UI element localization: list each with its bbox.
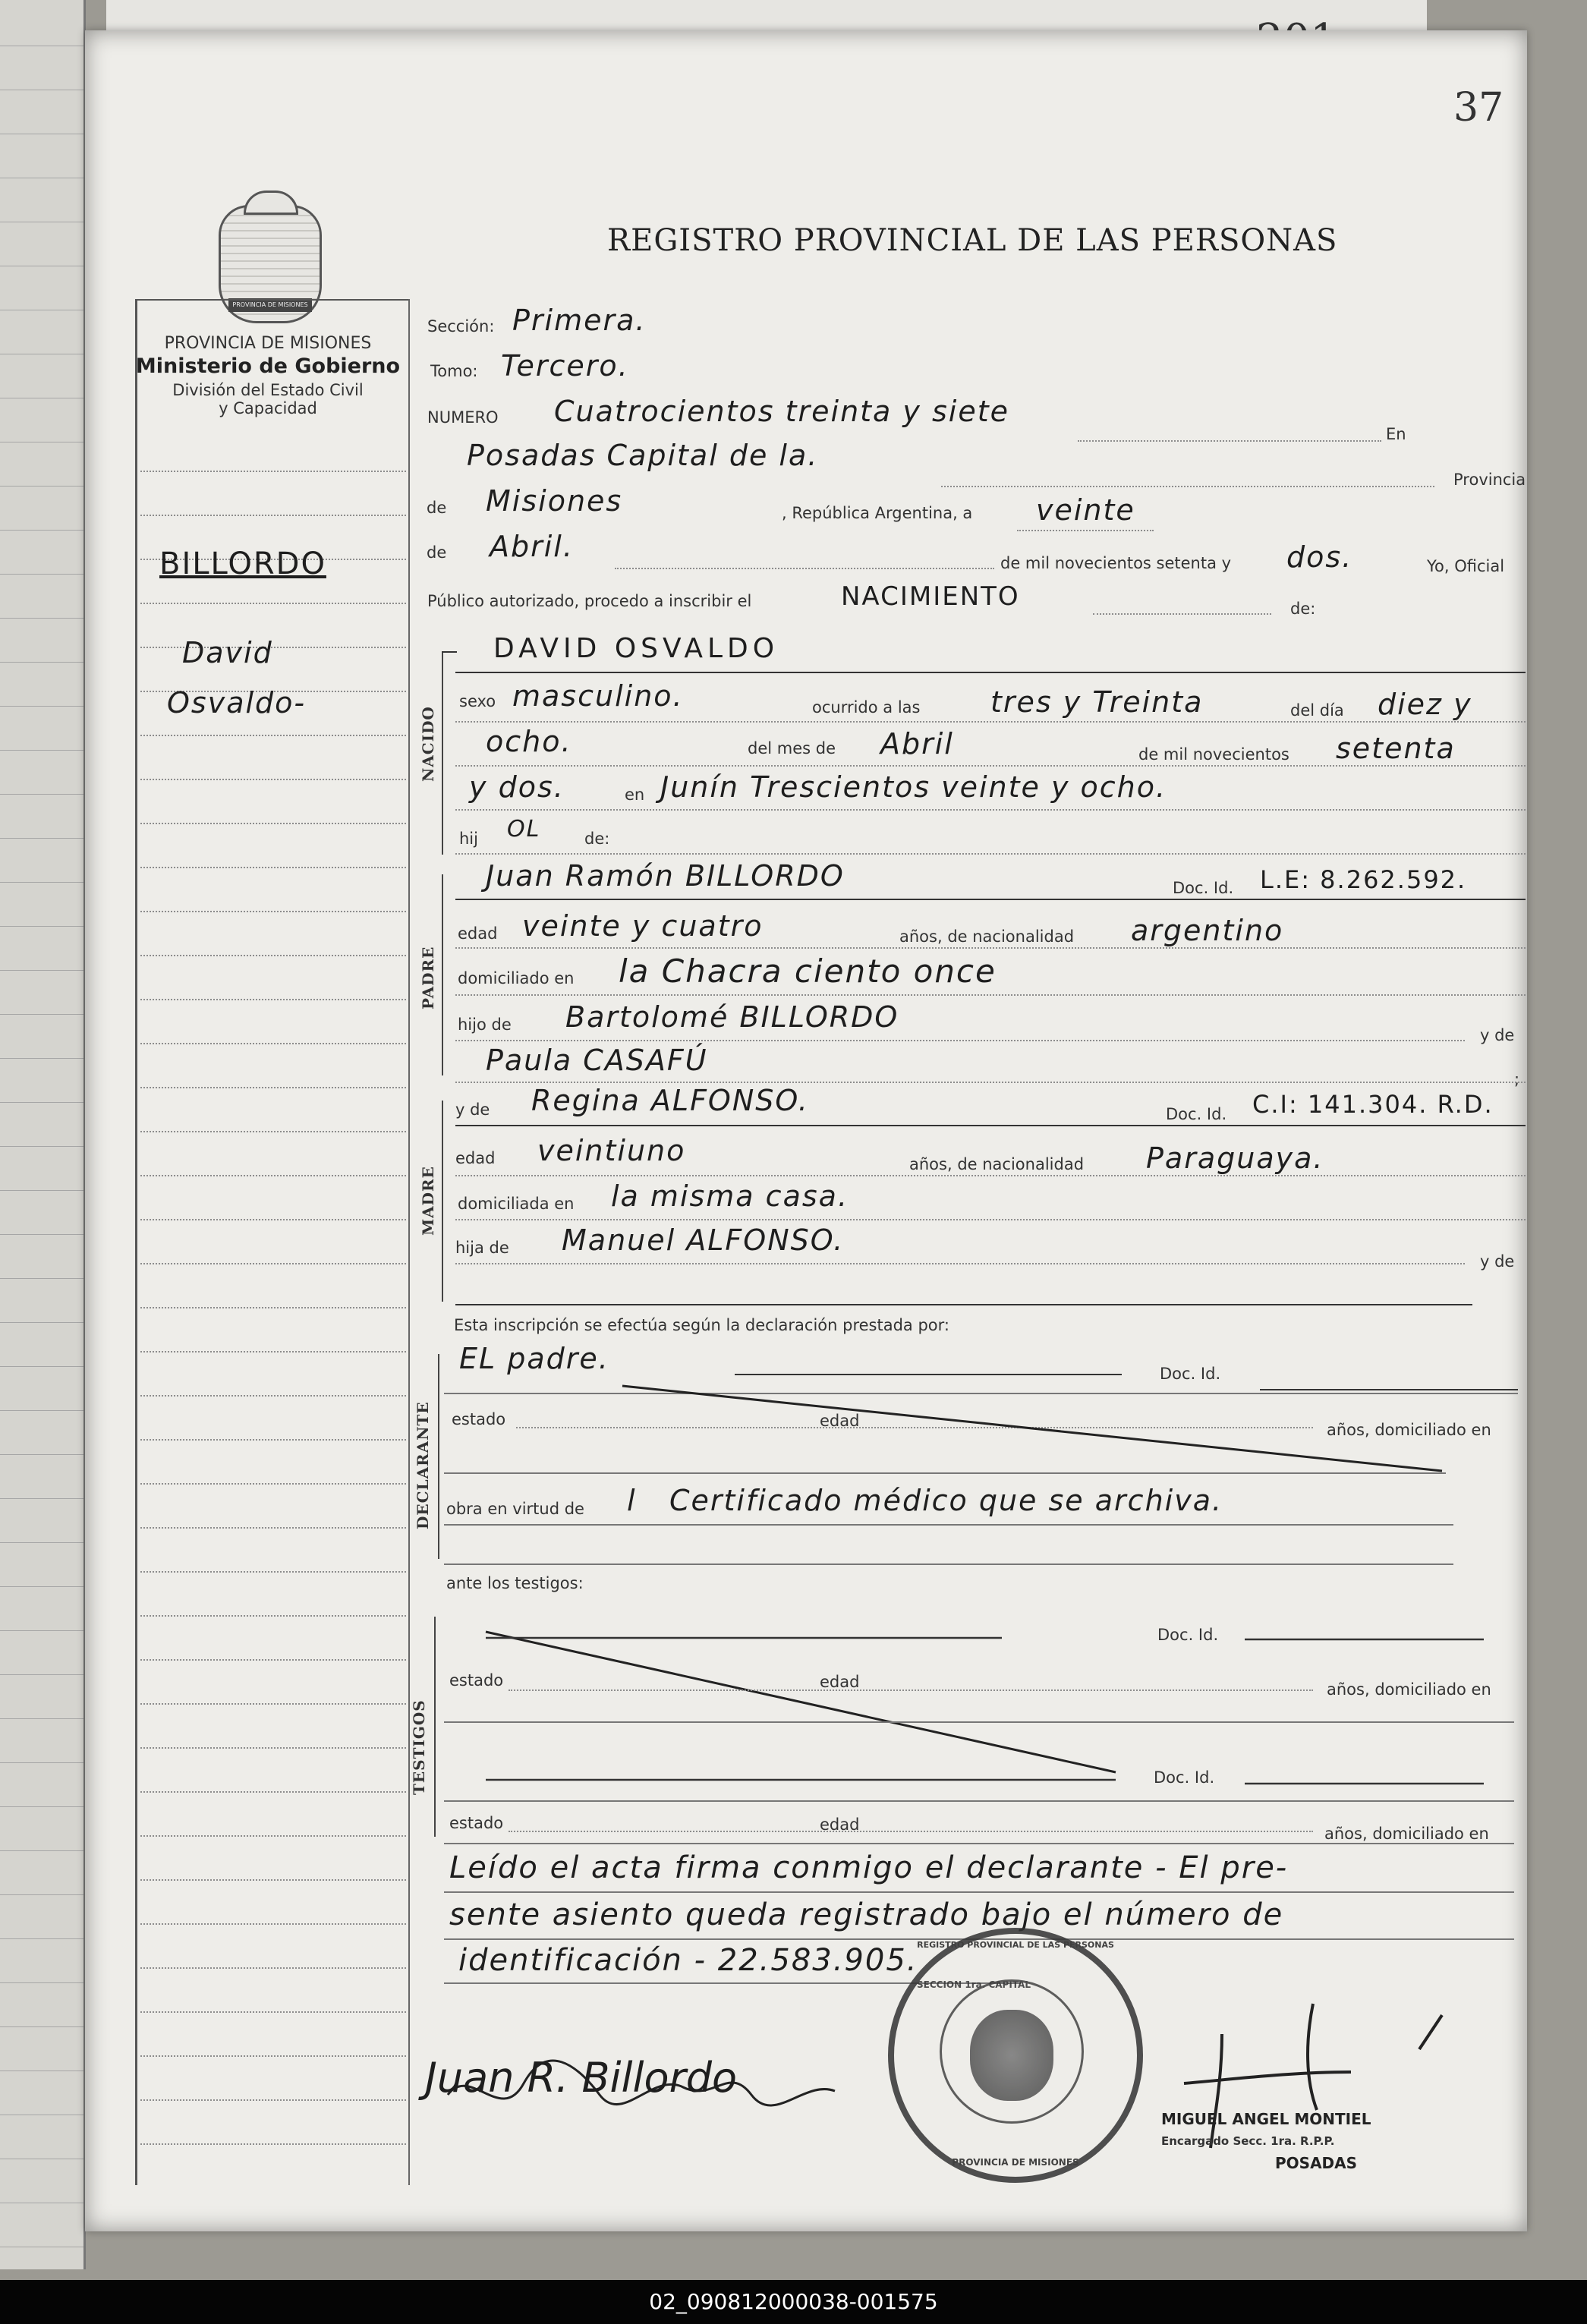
dia-nac-2-value: ocho. xyxy=(486,725,572,758)
tomo-value: Tercero. xyxy=(501,349,629,383)
stamp-text-top: REGISTRO PROVINCIAL DE LAS PERSONAS xyxy=(917,1940,1114,1950)
label-del-mes: del mes de xyxy=(748,739,836,757)
label-madre-y-de: y de xyxy=(455,1101,490,1119)
oficial-nombre: MIGUEL ANGEL MONTIEL xyxy=(1161,2110,1371,2128)
line-obra xyxy=(444,1524,1453,1526)
dia-value: veinte xyxy=(1036,493,1135,527)
label-declarante-edad: edad xyxy=(820,1412,860,1430)
label-y-de-padre: y de xyxy=(1480,1026,1515,1044)
label-testigo1-edad: edad xyxy=(820,1673,860,1691)
padre-nacionalidad-value: argentino xyxy=(1131,914,1284,947)
section-declarante: DECLARANTE xyxy=(414,1401,432,1529)
nombre-value: DAVID OSVALDO xyxy=(493,633,779,664)
label-tomo: Tomo: xyxy=(430,362,478,380)
province-name: PROVINCIA DE MISIONES xyxy=(164,334,372,353)
oficial-cargo: Encargado Secc. 1ra. R.P.P. xyxy=(1161,2134,1335,2148)
madre-nombre-value: Regina ALFONSO. xyxy=(531,1084,809,1117)
page-number: 37 xyxy=(1453,85,1504,131)
label-madre-edad: edad xyxy=(455,1149,496,1167)
stamp-text-middle: SECCION 1ra. CAPITAL xyxy=(917,1979,1031,1990)
label-hija-de: hija de xyxy=(455,1239,509,1257)
label-declarante-estado: estado xyxy=(452,1410,506,1428)
label-semicolon: ; xyxy=(1514,1070,1520,1088)
padre-doc-value: L.E: 8.262.592. xyxy=(1260,865,1467,894)
coat-of-arms-icon: PROVINCIA DE MISIONES xyxy=(219,205,322,323)
label-y-de-madre: y de xyxy=(1480,1252,1515,1271)
line-testigo1-estado xyxy=(509,1689,1313,1691)
hora-value: tres y Treinta xyxy=(990,685,1204,719)
line-testigo2-estado xyxy=(509,1831,1313,1832)
abuelo-materno-value: Manuel ALFONSO. xyxy=(562,1223,845,1257)
madre-doc-value: C.I: 141.304. R.D. xyxy=(1252,1090,1494,1119)
lugar-nac-value: Junín Trescientos veinte y ocho. xyxy=(660,770,1167,804)
line-testigo1-dom xyxy=(444,1721,1514,1723)
label-seccion: Sección: xyxy=(427,317,495,335)
label-padre-edad: edad xyxy=(458,924,498,943)
anio-nac-value: setenta xyxy=(1336,732,1456,765)
label-testigo2-doc: Doc. Id. xyxy=(1154,1768,1215,1787)
label-de-hijo: de: xyxy=(584,830,610,848)
oficial-ciudad: POSADAS xyxy=(1275,2154,1358,2172)
label-provincia: Provincia xyxy=(1453,471,1526,489)
label-de-mil-2: de mil novecientos xyxy=(1138,745,1289,764)
label-hij: hij xyxy=(459,830,478,848)
mes-nac-value: Abril xyxy=(880,727,954,760)
seccion-value: Primera. xyxy=(512,304,647,337)
certificado-value: Certificado médico que se archiva. xyxy=(669,1484,1223,1517)
label-hijo-de: hijo de xyxy=(458,1016,512,1034)
label-testigo2-domicilio: años, domiciliado en xyxy=(1324,1825,1489,1843)
obra-mark: l xyxy=(627,1484,637,1517)
image-caption: 02_090812000038-001575 xyxy=(0,2280,1587,2324)
label-yo-oficial: Yo, Oficial xyxy=(1427,557,1505,575)
padre-edad-value: veinte y cuatro xyxy=(522,909,764,943)
label-padre-domicilio: domiciliado en xyxy=(458,969,575,987)
label-numero: NUMERO xyxy=(427,408,499,427)
section-madre: MADRE xyxy=(419,1166,437,1236)
abuelo-paterno-value: Bartolomé BILLORDO xyxy=(565,1000,899,1034)
padre-domicilio-value: la Chacra ciento once xyxy=(619,953,997,990)
sexo-value: masculino. xyxy=(512,679,684,713)
label-publico: Público autorizado, procedo a inscribir el xyxy=(427,592,752,610)
observaciones-line-1: Leído el acta firma conmigo el declarante - El pre- xyxy=(449,1850,1289,1885)
provincia-value: Misiones xyxy=(486,484,623,518)
label-padre-nacionalidad: años, de nacionalidad xyxy=(899,927,1075,946)
margin-given-name-1: David xyxy=(182,636,273,669)
abuela-paterna-value: Paula CASAFÚ xyxy=(486,1044,708,1077)
page-title: REGISTRO PROVINCIAL DE LAS PERSONAS xyxy=(607,223,1338,258)
declarante-value: EL padre. xyxy=(459,1342,609,1375)
observaciones-line-3: identificación - 22.583.905. xyxy=(458,1943,918,1978)
testigos-bracket xyxy=(434,1617,436,1837)
label-testigo2-edad: edad xyxy=(820,1815,860,1834)
numero-value: Cuatrocientos treinta y siete xyxy=(554,395,1010,428)
label-testigo1-domicilio: años, domiciliado en xyxy=(1327,1680,1491,1699)
section-nacido: NACIDO xyxy=(419,706,437,782)
label-testigo1-doc: Doc. Id. xyxy=(1157,1626,1219,1644)
label-en: En xyxy=(1386,425,1406,443)
anio-value: dos. xyxy=(1286,540,1353,574)
line-testigo2 xyxy=(444,1800,1514,1802)
margin-surname: BILLORDO xyxy=(159,546,326,581)
label-de-1: de xyxy=(427,499,447,517)
label-de-2: de xyxy=(427,543,447,562)
dia-nac-value: diez y xyxy=(1378,688,1472,721)
section-testigos: TESTIGOS xyxy=(410,1699,428,1795)
label-en-lugar: en xyxy=(625,786,645,804)
stamp-text-bottom: PROVINCIA DE MISIONES xyxy=(952,2157,1079,2168)
margin-given-name-2: Osvaldo- xyxy=(167,686,307,720)
hijo-value: OL xyxy=(507,816,541,842)
signature-declarante: Juan R. Billordo xyxy=(425,2054,738,2102)
anio-nac-2-value: y dos. xyxy=(469,770,565,804)
madre-domicilio-value: la misma casa. xyxy=(611,1179,849,1213)
label-ocurrido: ocurrido a las xyxy=(812,698,921,716)
label-madre-domicilio: domiciliada en xyxy=(458,1195,575,1213)
official-seal-stamp xyxy=(888,1928,1143,2183)
observaciones-line-2: sente asiento queda registrado bajo el número de xyxy=(449,1897,1284,1932)
label-de-mil: de mil novecientos setenta y xyxy=(1000,554,1232,572)
madre-edad-value: veintiuno xyxy=(537,1134,686,1167)
label-madre-nacionalidad: años, de nacionalidad xyxy=(909,1155,1085,1173)
label-republica: , República Argentina, a xyxy=(782,504,973,522)
label-sexo: sexo xyxy=(459,692,496,710)
label-obra: obra en virtud de xyxy=(446,1500,584,1518)
lugar-value: Posadas Capital de la. xyxy=(467,439,819,472)
line-obra-2 xyxy=(444,1564,1453,1565)
division-line-2: y Capacidad xyxy=(219,399,317,417)
acto-value: NACIMIENTO xyxy=(841,581,1020,612)
label-inscripcion: Esta inscripción se efectúa según la declaración prestada por: xyxy=(454,1316,949,1334)
ministry-name: Ministerio de Gobierno xyxy=(135,354,401,378)
section-padre: PADRE xyxy=(419,946,437,1009)
label-padre-doc: Doc. Id. xyxy=(1173,879,1234,897)
label-madre-doc: Doc. Id. xyxy=(1166,1105,1227,1123)
label-testigo2-estado: estado xyxy=(449,1814,504,1832)
madre-nacionalidad-value: Paraguaya. xyxy=(1146,1142,1324,1175)
label-declarante-doc: Doc. Id. xyxy=(1160,1365,1221,1383)
label-declarante-domicilio: años, domiciliado en xyxy=(1327,1421,1491,1439)
line-obs-1 xyxy=(444,1891,1514,1893)
padre-nombre-value: Juan Ramón BILLORDO xyxy=(486,859,845,893)
label-de-acto: de: xyxy=(1290,600,1316,618)
division-line-1: División del Estado Civil xyxy=(172,381,364,399)
line-testigo2-dom xyxy=(444,1843,1514,1844)
label-del-dia: del día xyxy=(1290,701,1344,720)
mes-value: Abril. xyxy=(490,530,574,563)
label-ante-testigos: ante los testigos: xyxy=(446,1574,584,1592)
label-testigo1-estado: estado xyxy=(449,1671,504,1689)
